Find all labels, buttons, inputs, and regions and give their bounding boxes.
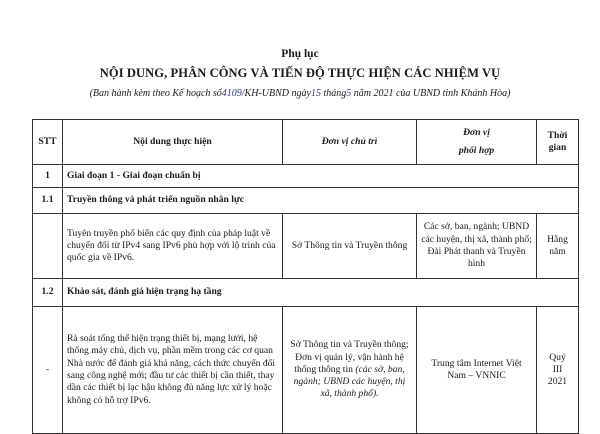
header-time-line2: gian: [548, 142, 567, 153]
task-b-lead: [283, 307, 417, 434]
issuance-note: [0, 88, 600, 99]
header-coop-line2: phối hợp: [458, 145, 495, 156]
task-a-coop: Các sở, ban, ngành; UBND các huyện, thị xã, thành phố; Đài Phát thanh và Truyền hình: [417, 214, 537, 279]
table-row: [33, 214, 579, 279]
header-coop: [417, 120, 537, 165]
header-time: [537, 120, 579, 165]
header-lead: Đơn vị chủ trì: [283, 120, 417, 165]
table-header-row: [33, 120, 579, 165]
main-heading: NỘI DUNG, PHÂN CÔNG VÀ TIẾN ĐỘ THỰC HIỆN CÁC NHIỆM VỤ: [99, 66, 501, 80]
section-row: [33, 188, 579, 214]
header-coop-line1: Đơn vị: [463, 126, 490, 138]
header-content: Nội dung thực hiện: [63, 120, 283, 165]
task-b-quarter-num: III: [552, 363, 563, 375]
issuance-suffix: năm 2021 của UBND tỉnh Khánh Hòa): [351, 88, 511, 99]
table-row: [33, 307, 579, 434]
issuance-mid2: tháng: [320, 88, 347, 99]
task-b-year: 2021: [547, 376, 568, 388]
plan-number: 4109: [221, 88, 242, 99]
section-1-1-stt: 1.1: [33, 188, 63, 214]
task-b-lead-text: Sở Thông tin và Truyền thông; Đơn vị quản lý, vận hành hệ thống thông tin: [290, 339, 409, 375]
task-b-content: Rà soát tổng thể hiện trạng thiết bị, mạng lưới, hệ thống máy chủ, dịch vụ, phần mềm trong các cơ quan Nhà nước để đánh giá khả năng, cách thức chuyển đổi sang công nghệ mới; đầu tư các thiết bị cần thiết, thay dần các thiết bị lạc hậu không đủ năng lực xử lý hoặc không có hỗ trợ IPv6.: [63, 307, 283, 434]
issuance-prefix: (Ban hành kèm theo Kế hoạch số: [89, 88, 222, 99]
task-b-lead-note: (các sở, ban, ngành; UBND các huyện, thị xã, thành phố).: [293, 363, 406, 400]
phase-stt: 1: [33, 165, 63, 188]
task-b-time: [537, 307, 579, 434]
issue-month: 5: [346, 88, 352, 99]
section-1-2-title: Khảo sát, đánh giá hiện trạng hạ tầng: [63, 279, 579, 307]
issue-day: 15: [310, 88, 321, 99]
section-1-1-title: Truyền thông và phát triển nguồn nhân lực: [63, 188, 579, 214]
task-b-coop: Trung tâm Internet Việt Nam – VNNIC: [417, 307, 537, 434]
phase-title: Giai đoạn 1 - Giai đoạn chuẩn bị: [63, 165, 579, 188]
task-a-content: Tuyên truyền phổ biến các quy định của pháp luật về chuyển đổi từ IPv4 sang IPv6 phù hợp với lộ trình của quốc gia về IPv6.: [63, 214, 283, 279]
section-1-2-stt: 1.2: [33, 279, 63, 307]
phase-row: [33, 165, 579, 188]
issuance-mid1: /KH-UBND ngày: [241, 88, 311, 99]
task-a-time: Hằng năm: [537, 214, 579, 279]
header-time-line1: Thời: [547, 129, 568, 141]
task-table: [32, 119, 579, 434]
task-b-quarter: Quý: [549, 351, 566, 363]
task-a-lead: Sở Thông tin và Truyền thông: [283, 214, 417, 279]
section-row: [33, 279, 579, 307]
task-b-stt: -: [33, 307, 63, 434]
appendix-title: Phụ lục: [281, 48, 319, 60]
header-stt: STT: [33, 120, 63, 165]
task-a-stt: [33, 214, 63, 279]
